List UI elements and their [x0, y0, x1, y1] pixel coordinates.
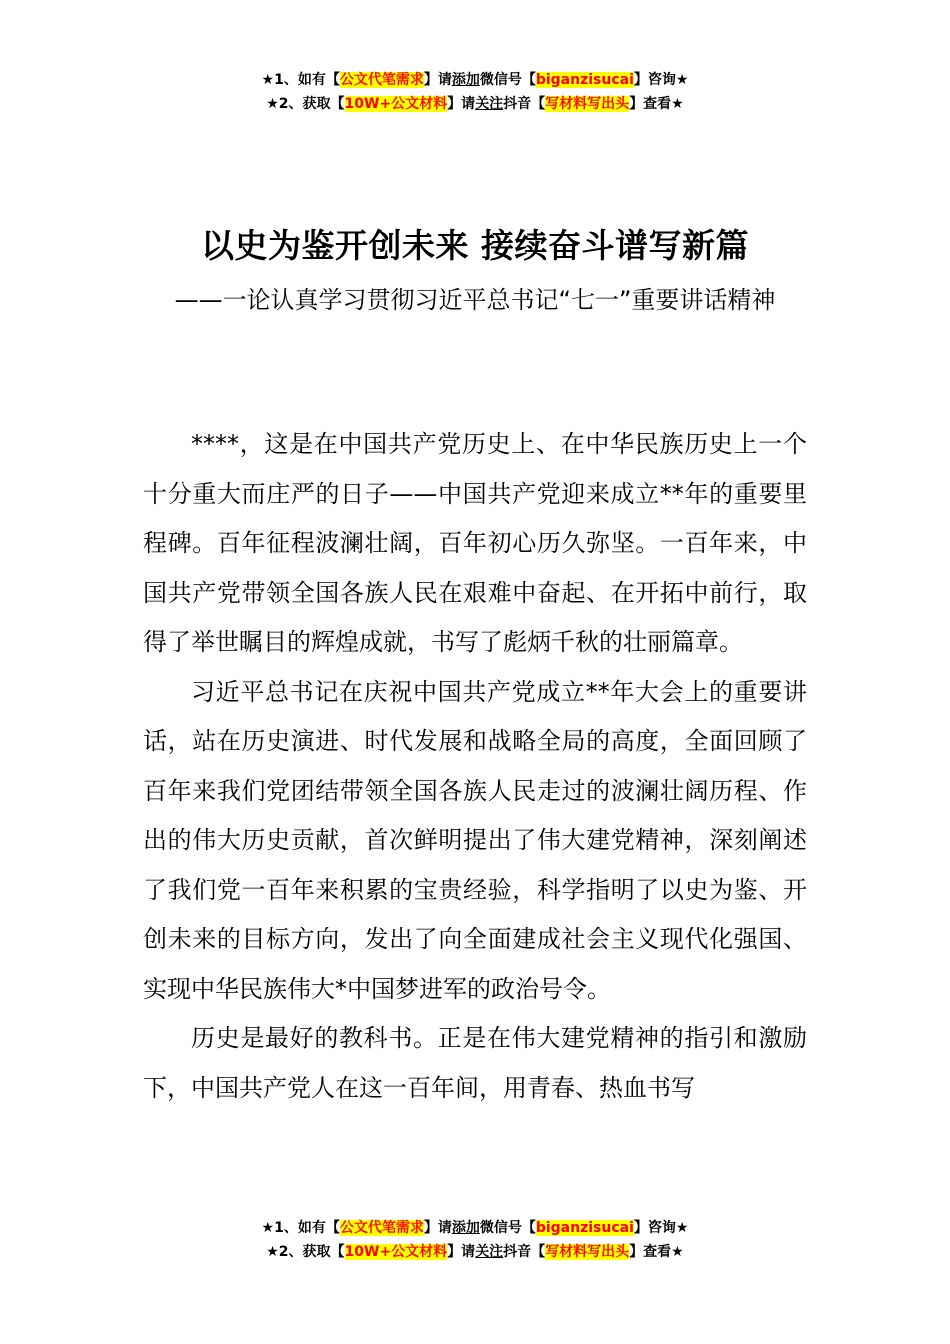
- promo-text: ★2、获取【: [266, 96, 345, 112]
- footer-promo-banner: [0, 1216, 950, 1264]
- body-paragraph: 习近平总书记在庆祝中国共产党成立**年大会上的重要讲话，站在历史演进、时代发展和战略全局的高度，全面回顾了百年来我们党团结带领全国各族人民走过的波澜壮阔历程、作出的伟大历史贡献，首次鲜明提出了伟大建党精神，深刻阐述了我们党一百年来积累的宝贵经验，科学指明了以史为鉴、开创未来的目标方向，发出了向全面建成社会主义现代化强国、实现中华民族伟大*中国梦进军的政治号令。: [143, 677, 807, 1003]
- promo-underline: 添加: [451, 72, 480, 88]
- promo-text: 】查看★: [629, 96, 684, 112]
- document-body: [143, 420, 807, 1113]
- promo-underline: 添加: [451, 1220, 480, 1236]
- promo-underline: 关注: [475, 96, 504, 112]
- promo-highlight: biganzisucai: [535, 72, 634, 88]
- promo-highlight: 公文代笔需求: [339, 1220, 424, 1236]
- promo-line-1: [0, 1216, 950, 1240]
- promo-highlight: 10W+公文材料: [344, 1244, 448, 1260]
- header-promo-banner: [0, 68, 950, 116]
- promo-highlight: 写材料写出头: [545, 1244, 630, 1260]
- promo-highlight: 10W+公文材料: [344, 96, 448, 112]
- body-paragraph: ****，这是在中国共产党历史上、在中华民族历史上一个十分重大而庄严的日子——中国共产党迎来成立**年的重要里程碑。百年征程波澜壮阔，百年初心历久弥坚。一百年来，中国共产党带领全国各族人民在艰难中奋起、在开拓中前行，取得了举世瞩目的辉煌成就，书写了彪炳千秋的壮丽篇章。: [143, 430, 807, 656]
- promo-highlight: 写材料写出头: [545, 96, 630, 112]
- promo-underline: 关注: [475, 1244, 504, 1260]
- promo-text: ★1、如有【: [261, 72, 340, 88]
- promo-line-2: [0, 92, 950, 116]
- document-subtitle: ——一论认真学习贯彻习近平总书记“七一”重要讲话精神: [174, 286, 776, 314]
- document-title: 以史为鉴开创未来 接续奋斗谱写新篇: [201, 226, 749, 265]
- promo-text: ★1、如有【: [261, 1220, 340, 1236]
- promo-highlight: 公文代笔需求: [339, 72, 424, 88]
- promo-text: 】请: [447, 96, 476, 112]
- promo-highlight: biganzisucai: [535, 1220, 634, 1236]
- promo-text: 】咨询★: [633, 72, 689, 88]
- promo-text: 】查看★: [629, 1244, 684, 1260]
- promo-text: 】请: [423, 1220, 452, 1236]
- promo-text: 】咨询★: [633, 1220, 689, 1236]
- promo-text: 】请: [423, 72, 452, 88]
- promo-text: ★2、获取【: [266, 1244, 345, 1260]
- promo-line-2: [0, 1240, 950, 1264]
- promo-text: 抖音【: [503, 96, 546, 112]
- promo-line-1: [0, 68, 950, 92]
- promo-text: 抖音【: [503, 1244, 546, 1260]
- promo-text: 微信号【: [479, 1220, 536, 1236]
- body-paragraph: 历史是最好的教科书。正是在伟大建党精神的指引和激励下，中国共产党人在这一百年间，用青春、热血书写: [143, 1024, 807, 1102]
- promo-text: 微信号【: [479, 72, 536, 88]
- promo-text: 】请: [447, 1244, 476, 1260]
